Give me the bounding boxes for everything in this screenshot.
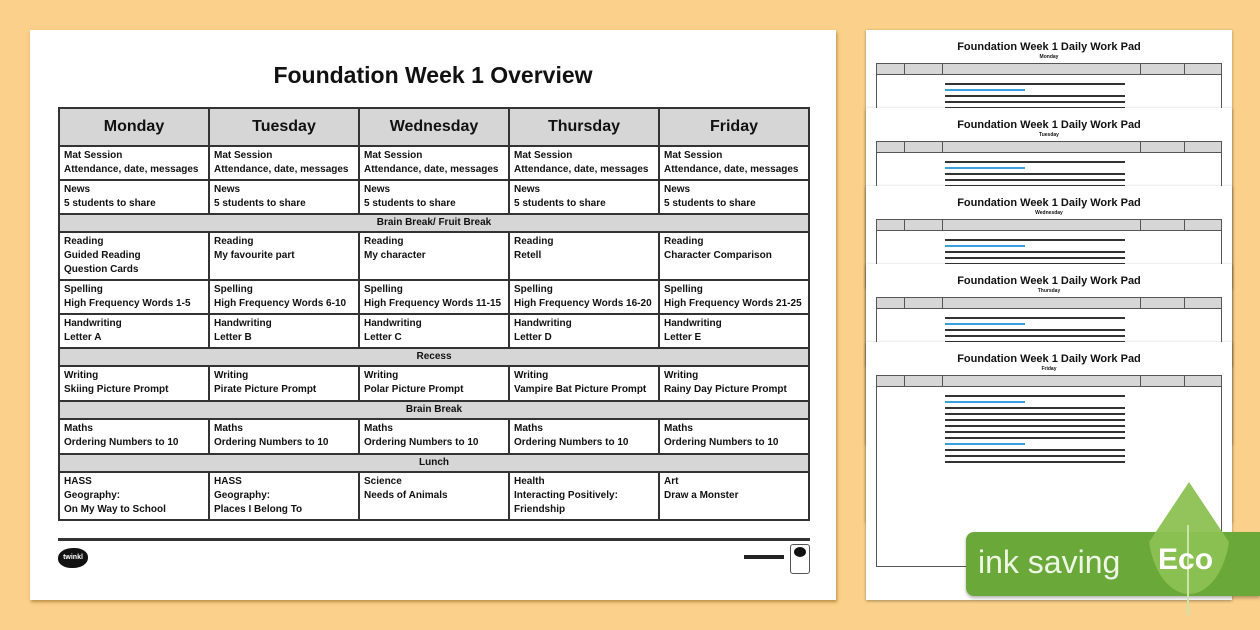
- subject-label: News: [514, 184, 541, 195]
- table-row: [59, 401, 809, 419]
- subject-label: Reading: [514, 236, 554, 247]
- activity-label: 5 students to share: [214, 198, 306, 209]
- schedule-cell: [659, 180, 809, 214]
- activity-label: 5 students to share: [364, 198, 456, 209]
- table-row: [59, 146, 809, 180]
- activity-label: Needs of Animals: [364, 490, 448, 501]
- schedule-cell: [209, 280, 359, 314]
- activity-label: Retell: [514, 250, 542, 261]
- footer-text: [744, 555, 784, 559]
- schedule-cell: [509, 180, 659, 214]
- activity-label: Letter E: [664, 332, 702, 343]
- subject-label: Maths: [214, 423, 243, 434]
- activity-label: Skiing Picture Prompt: [64, 384, 169, 395]
- work-pad-day: Wednesday: [1035, 210, 1063, 216]
- table-row: [59, 348, 809, 366]
- activity-label: Rainy Day Picture Prompt: [664, 384, 787, 395]
- activity-label: Ordering Numbers to 10: [214, 437, 329, 448]
- quality-badge-icon: [790, 544, 810, 574]
- ink-saving-label: ink saving: [978, 544, 1121, 580]
- subject-label: News: [364, 184, 391, 195]
- schedule-cell: [659, 419, 809, 454]
- table-row: [59, 314, 809, 348]
- schedule-cell: [509, 419, 659, 454]
- activity-label: Interacting Positively:: [514, 490, 618, 501]
- overview-title: Foundation Week 1 Overview: [273, 62, 593, 88]
- subject-label: News: [64, 184, 91, 195]
- schedule-cell: [659, 280, 809, 314]
- schedule-cell: [509, 280, 659, 314]
- activity-label: Pirate Picture Prompt: [214, 384, 317, 395]
- schedule-cell: [359, 280, 509, 314]
- subject-label: HASS: [64, 476, 92, 487]
- schedule-cell: [359, 314, 509, 348]
- eco-label: Eco: [1158, 543, 1214, 576]
- activity-label: On My Way to School: [64, 504, 166, 515]
- subject-label: Writing: [364, 370, 399, 381]
- schedule-cell: [59, 180, 209, 214]
- subject-label: Reading: [214, 236, 254, 247]
- schedule-cell: [509, 366, 659, 401]
- activity-label: Vampire Bat Picture Prompt: [514, 384, 647, 395]
- subject-label: Writing: [664, 370, 699, 381]
- activity-label: High Frequency Words 1-5: [64, 298, 191, 309]
- subject-label: Handwriting: [664, 318, 722, 329]
- day-header: Tuesday: [209, 108, 359, 146]
- subject-label: Writing: [64, 370, 99, 381]
- schedule-cell: [659, 472, 809, 520]
- schedule-cell: [359, 180, 509, 214]
- subject-label: Maths: [364, 423, 393, 434]
- activity-label: Geography:: [214, 490, 271, 501]
- table-row: [59, 232, 809, 280]
- schedule-cell: [659, 146, 809, 180]
- activity-label: High Frequency Words 16-20: [514, 298, 652, 309]
- work-pad-header: [876, 63, 1222, 75]
- schedule-cell: [659, 314, 809, 348]
- work-pad-title: Foundation Week 1 Daily Work Pad: [957, 197, 1141, 209]
- schedule-cell: [59, 366, 209, 401]
- activity-label: My favourite part: [214, 250, 295, 261]
- subject-label: Spelling: [514, 284, 553, 295]
- schedule-cell: [209, 472, 359, 520]
- subject-label: News: [664, 184, 691, 195]
- schedule-cell: [659, 366, 809, 401]
- day-header: Thursday: [509, 108, 659, 146]
- activity-label: Question Cards: [64, 264, 139, 275]
- work-pad-title: Foundation Week 1 Daily Work Pad: [957, 119, 1141, 131]
- overview-table: [58, 107, 810, 521]
- activity-label: Ordering Numbers to 10: [64, 437, 179, 448]
- table-row: [59, 280, 809, 314]
- subject-label: Maths: [514, 423, 543, 434]
- subject-label: Mat Session: [64, 150, 123, 161]
- subject-label: Mat Session: [514, 150, 573, 161]
- subject-label: Health: [514, 476, 545, 487]
- activity-label: Letter B: [214, 332, 252, 343]
- schedule-cell: [359, 472, 509, 520]
- table-row: [59, 419, 809, 454]
- work-pad-day: Thursday: [1037, 288, 1061, 294]
- schedule-cell: [209, 146, 359, 180]
- subject-label: Spelling: [664, 284, 703, 295]
- schedule-cell: [359, 419, 509, 454]
- schedule-cell: [509, 146, 659, 180]
- subject-label: Reading: [364, 236, 404, 247]
- work-pad-day: Monday: [1039, 54, 1059, 60]
- schedule-cell: [209, 366, 359, 401]
- subject-label: Mat Session: [664, 150, 723, 161]
- activity-label: Attendance, date, messages: [364, 164, 499, 175]
- subject-label: HASS: [214, 476, 242, 487]
- activity-label: Guided Reading: [64, 250, 141, 261]
- table-row: [59, 454, 809, 472]
- activity-label: 5 students to share: [514, 198, 606, 209]
- subject-label: Writing: [214, 370, 249, 381]
- activity-label: Attendance, date, messages: [64, 164, 199, 175]
- activity-label: Character Comparison: [664, 250, 772, 261]
- activity-label: Letter C: [364, 332, 402, 343]
- schedule-cell: [209, 419, 359, 454]
- activity-label: Draw a Monster: [664, 490, 739, 501]
- activity-label: Ordering Numbers to 10: [514, 437, 629, 448]
- day-header: Wednesday: [359, 108, 509, 146]
- activity-label: Ordering Numbers to 10: [664, 437, 779, 448]
- work-pad-header: [876, 297, 1222, 309]
- break-row: Brain Break: [59, 401, 809, 419]
- work-pad-day: Friday: [1041, 366, 1057, 372]
- schedule-cell: [59, 472, 209, 520]
- work-pad-header: [876, 141, 1222, 153]
- subject-label: Handwriting: [364, 318, 422, 329]
- table-row: [59, 472, 809, 520]
- schedule-cell: [209, 232, 359, 280]
- activity-label: Attendance, date, messages: [214, 164, 349, 175]
- work-pad-header: [876, 375, 1222, 387]
- subject-label: Handwriting: [514, 318, 572, 329]
- schedule-cell: [509, 232, 659, 280]
- subject-label: Maths: [664, 423, 693, 434]
- work-pad-header: [876, 219, 1222, 231]
- work-pad-day: Tuesday: [1039, 132, 1059, 138]
- subject-label: Reading: [664, 236, 704, 247]
- subject-label: Handwriting: [214, 318, 272, 329]
- schedule-cell: [659, 232, 809, 280]
- break-row: Brain Break/ Fruit Break: [59, 214, 809, 232]
- subject-label: Maths: [64, 423, 93, 434]
- break-row: Recess: [59, 348, 809, 366]
- subject-label: Handwriting: [64, 318, 122, 329]
- table-row: [59, 214, 809, 232]
- activity-label: Attendance, date, messages: [664, 164, 799, 175]
- activity-label: Attendance, date, messages: [514, 164, 649, 175]
- subject-label: Mat Session: [214, 150, 273, 161]
- subject-label: Spelling: [214, 284, 253, 295]
- activity-label: Letter D: [514, 332, 552, 343]
- break-row: Lunch: [59, 454, 809, 472]
- activity-label: Friendship: [514, 504, 566, 515]
- schedule-cell: [59, 280, 209, 314]
- schedule-cell: [59, 314, 209, 348]
- subject-label: Mat Session: [364, 150, 423, 161]
- activity-label: High Frequency Words 21-25: [664, 298, 802, 309]
- activity-label: Letter A: [64, 332, 102, 343]
- footer-divider: [58, 538, 810, 541]
- activity-label: Ordering Numbers to 10: [364, 437, 479, 448]
- activity-label: 5 students to share: [664, 198, 756, 209]
- activity-label: Places I Belong To: [214, 504, 303, 515]
- day-header: Friday: [659, 108, 809, 146]
- day-header: Monday: [59, 108, 209, 146]
- table-row: [59, 366, 809, 401]
- activity-label: High Frequency Words 11-15: [364, 298, 502, 309]
- subject-label: Spelling: [364, 284, 403, 295]
- overview-sheet: [30, 30, 836, 600]
- subject-label: Art: [664, 476, 679, 487]
- twinkl-logo: twinkl: [58, 548, 88, 568]
- subject-label: Writing: [514, 370, 549, 381]
- schedule-cell: [59, 419, 209, 454]
- activity-label: Geography:: [64, 490, 121, 501]
- table-row: [59, 180, 809, 214]
- schedule-cell: [209, 314, 359, 348]
- subject-label: News: [214, 184, 241, 195]
- work-pad-title: Foundation Week 1 Daily Work Pad: [957, 41, 1141, 53]
- subject-label: Science: [364, 476, 402, 487]
- work-pad-title: Foundation Week 1 Daily Work Pad: [957, 353, 1141, 365]
- schedule-cell: [359, 146, 509, 180]
- schedule-cell: [59, 146, 209, 180]
- schedule-cell: [509, 314, 659, 348]
- activity-label: Polar Picture Prompt: [364, 384, 464, 395]
- activity-label: 5 students to share: [64, 198, 156, 209]
- schedule-cell: [59, 232, 209, 280]
- subject-label: Spelling: [64, 284, 103, 295]
- activity-label: High Frequency Words 6-10: [214, 298, 347, 309]
- schedule-cell: [359, 366, 509, 401]
- schedule-cell: [359, 232, 509, 280]
- activity-label: My character: [364, 250, 426, 261]
- schedule-cell: [509, 472, 659, 520]
- work-pad-title: Foundation Week 1 Daily Work Pad: [957, 275, 1141, 287]
- schedule-cell: [209, 180, 359, 214]
- subject-label: Reading: [64, 236, 104, 247]
